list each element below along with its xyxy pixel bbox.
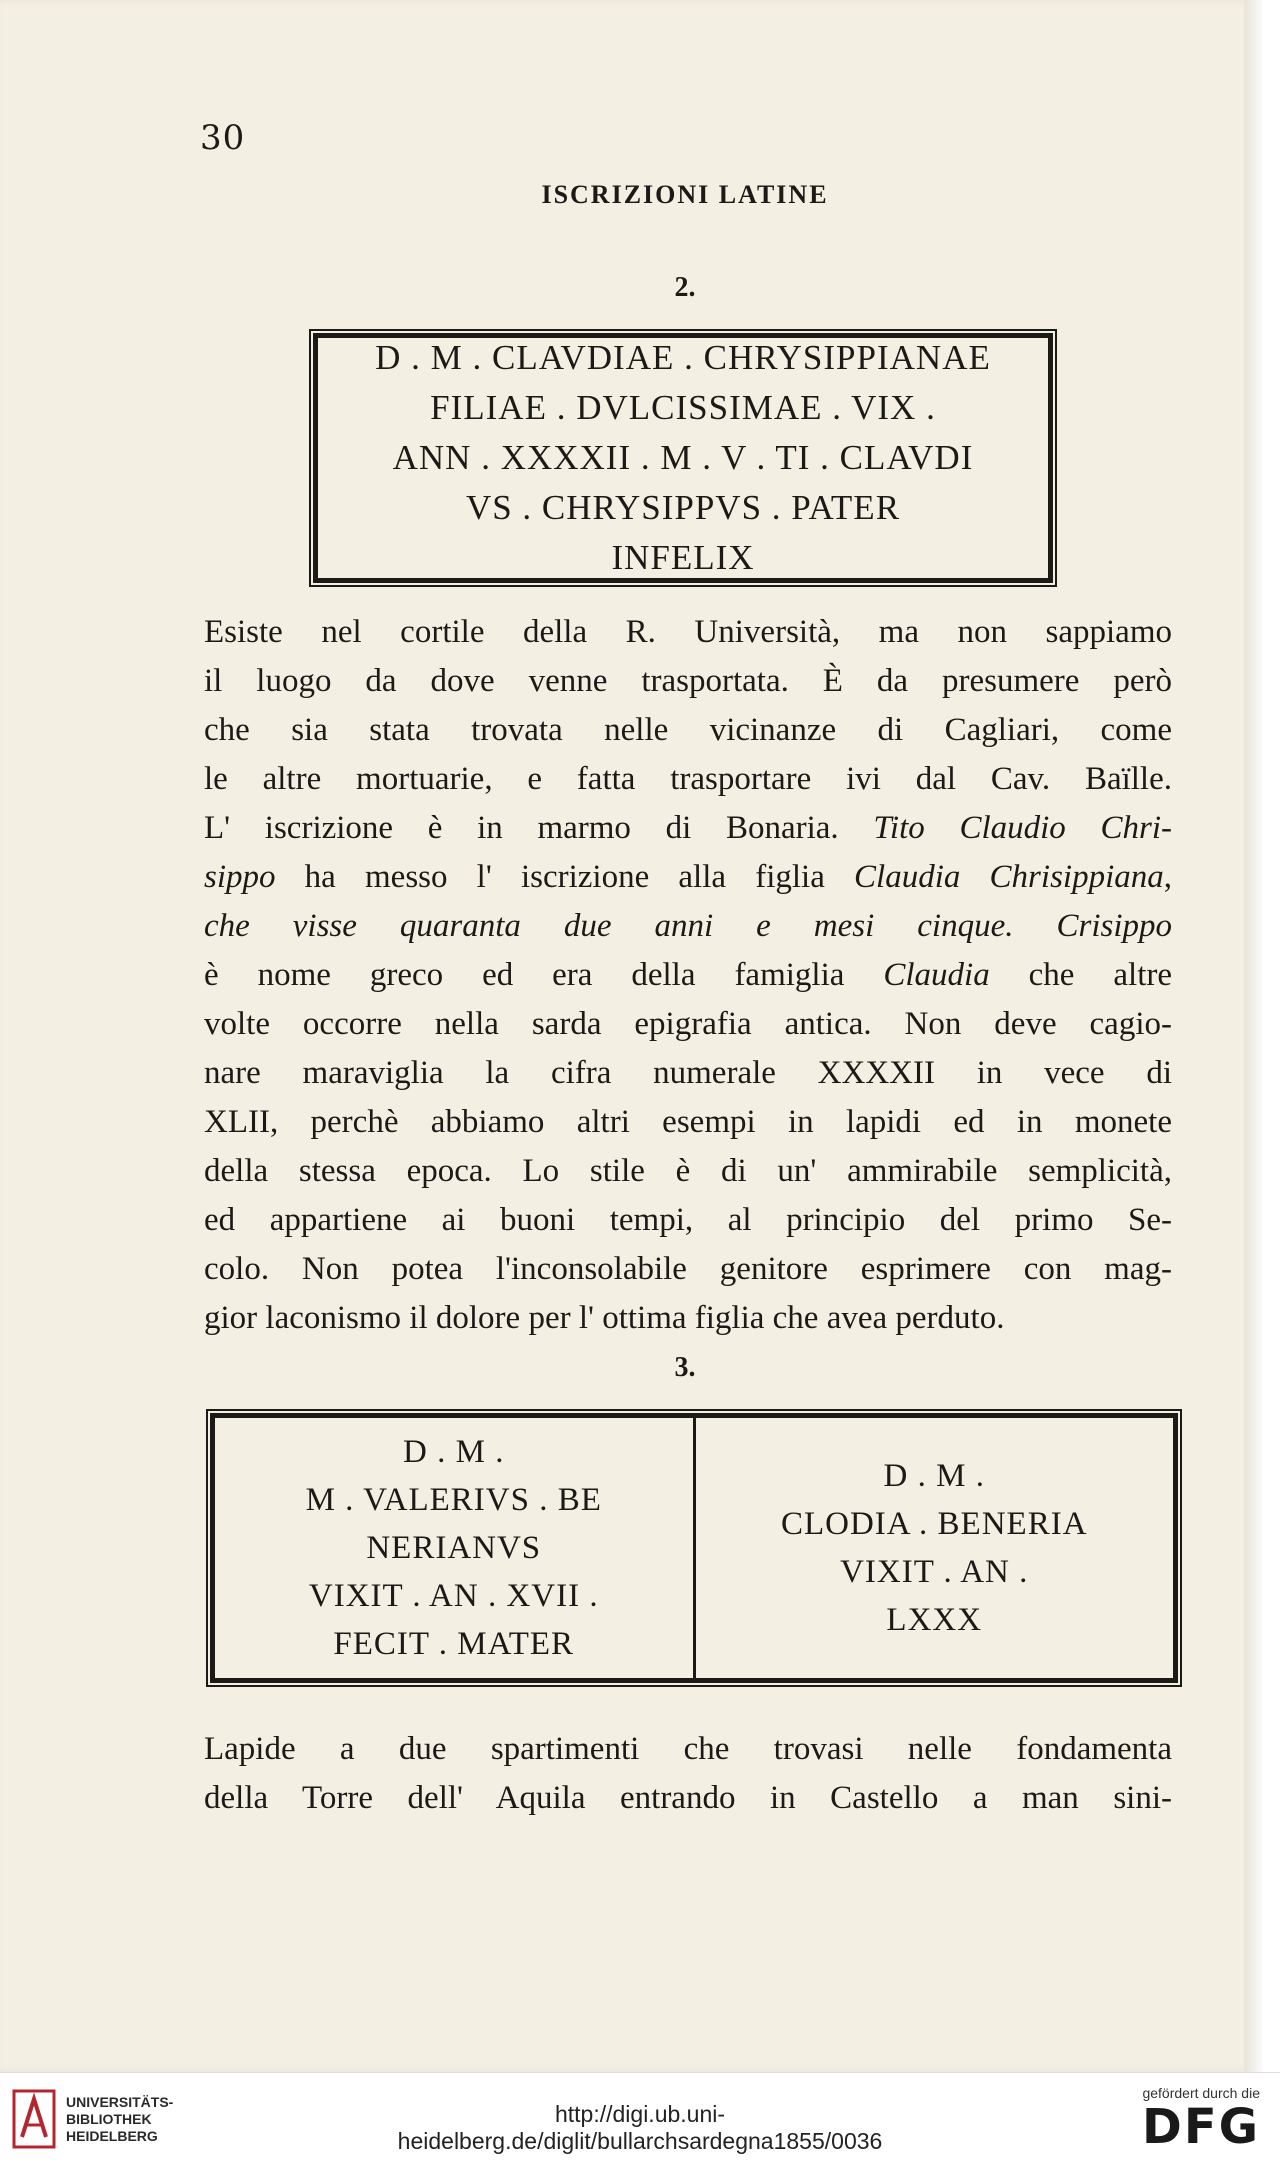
text-line xyxy=(204,1147,1172,1196)
inscription-3-right-line: CLODIA . BENERIA xyxy=(780,1506,1088,1542)
italic-run: che visse quaranta due anni e mesi cinque. Crisippo xyxy=(204,908,1172,944)
inscription-3-right-line: VIXIT . AN . xyxy=(840,1554,1029,1590)
commentary-3 xyxy=(204,1725,1172,1823)
viewer-footer xyxy=(0,2072,1280,2168)
text-run: il luogo da dove venne trasportata. È da presumere però xyxy=(204,663,1172,699)
inscription-3-left-line: D . M . xyxy=(403,1434,505,1470)
text-run: ed appartiene ai buoni tempi, al principio del primo Se- xyxy=(204,1202,1172,1238)
text-run: Esiste nel cortile della R. Università, ma non sappiamo xyxy=(204,614,1172,650)
inscription-2-line: ANN . XXXXII . M . V . TI . CLAVDI xyxy=(392,438,974,477)
inscription-3-left-line: M . VALERIVS . BE xyxy=(305,1482,602,1518)
text-line xyxy=(204,657,1172,706)
text-line xyxy=(204,1774,1172,1823)
text-run: gior laconismo il dolore per l' ottima figlia che avea perduto. xyxy=(204,1300,1005,1336)
text-line xyxy=(204,1000,1172,1049)
italic-run: sippo xyxy=(204,859,276,895)
text-line xyxy=(204,706,1172,755)
library-name-line: HEIDELBERG xyxy=(66,2127,158,2144)
inscription-2-line: FILIAE . DVLCISSIMAE . VIX . xyxy=(430,388,936,427)
text-line xyxy=(204,1245,1172,1294)
inscription-2-frame xyxy=(313,333,1053,583)
inscription-3-right-line: D . M . xyxy=(883,1458,985,1494)
text-run: è nome greco ed era della famiglia xyxy=(204,957,884,993)
page-number: 30 xyxy=(200,118,246,158)
italic-run: Claudia xyxy=(883,957,990,993)
dfg-wordmark: DFG xyxy=(1141,2099,1260,2155)
funding-caption: gefördert durch die xyxy=(1142,2085,1260,2101)
commentary-2 xyxy=(204,608,1172,1343)
inscription-3-left-line: FECIT . MATER xyxy=(333,1626,575,1662)
text-run: volte occorre nella sarda epigrafia antica. Non deve cagio- xyxy=(204,1006,1172,1042)
library-name-line: BIBLIOTHEK xyxy=(66,2110,152,2127)
text-run: Lapide a due spartimenti che trovasi nelle fondamenta xyxy=(204,1731,1172,1767)
text-run: colo. Non potea l'inconsolabile genitore esprimere con mag- xyxy=(204,1251,1172,1287)
text-line xyxy=(204,1725,1172,1774)
inscription-2-line: INFELIX xyxy=(611,538,755,577)
inscription-3-left-line: NERIANVS xyxy=(366,1530,542,1566)
heidelberg-seal-icon xyxy=(12,2089,56,2149)
inscription-3-number: 3. xyxy=(674,1352,696,1383)
text-line xyxy=(204,804,1172,853)
italic-run: Claudia Chrisippiana xyxy=(854,859,1164,895)
text-run: L' iscrizione è in marmo di Bonaria. xyxy=(204,810,874,846)
library-name-line: UNIVERSITÄTS- xyxy=(66,2093,174,2110)
inscription-3-left-panel xyxy=(215,1418,696,1678)
inscription-3-right-panel xyxy=(696,1418,1174,1678)
dfg-logo[interactable] xyxy=(1142,2085,1260,2153)
text-run: nare maraviglia la cifra numerale XXXXII in vece di xyxy=(204,1055,1172,1091)
text-run: le altre mortuarie, e fatta trasportare ivi dal Cav. Baïlle. xyxy=(204,761,1172,797)
text-run: XLII, perchè abbiamo altri esempi in lapidi ed in monete xyxy=(204,1104,1172,1140)
text-line xyxy=(204,755,1172,804)
running-head: ISCRIZIONI LATINE xyxy=(541,180,829,209)
inscription-2-line: D . M . CLAVDIAE . CHRYSIPPIANAE xyxy=(375,338,991,377)
inscription-3-left-line: VIXIT . AN . XVII . xyxy=(308,1578,599,1614)
text-run: della stessa epoca. Lo stile è di un' ammirabile semplicità, xyxy=(204,1153,1172,1189)
inscription-2-line: VS . CHRYSIPPVS . PATER xyxy=(465,488,901,527)
text-run: che sia stata trovata nelle vicinanze di Cagliari, come xyxy=(204,712,1172,748)
text-line xyxy=(204,1098,1172,1147)
text-line xyxy=(204,853,1172,902)
text-line xyxy=(204,1294,1172,1343)
italic-run: Tito Claudio Chri- xyxy=(873,810,1172,846)
page-edge xyxy=(1244,0,1262,2072)
text-run: della Torre dell' Aquila entrando in Castello a man sini- xyxy=(204,1780,1172,1816)
inscription-3-frame xyxy=(210,1413,1178,1683)
text-line xyxy=(204,1049,1172,1098)
text-run: , xyxy=(1163,859,1172,895)
permalink-url[interactable]: http://digi.ub.uni-heidelberg.de/diglit/bullarchsardegna1855/0036 xyxy=(397,2101,883,2154)
text-line xyxy=(204,902,1172,951)
text-line xyxy=(204,1196,1172,1245)
library-logo[interactable] xyxy=(12,2089,173,2149)
inscription-3-right-line: LXXX xyxy=(886,1602,983,1638)
text-run: ha messo l' iscrizione alla figlia xyxy=(275,859,855,895)
text-line xyxy=(204,608,1172,657)
inscription-2-number: 2. xyxy=(674,272,696,303)
text-run: che altre xyxy=(989,957,1172,993)
text-line xyxy=(204,951,1172,1000)
